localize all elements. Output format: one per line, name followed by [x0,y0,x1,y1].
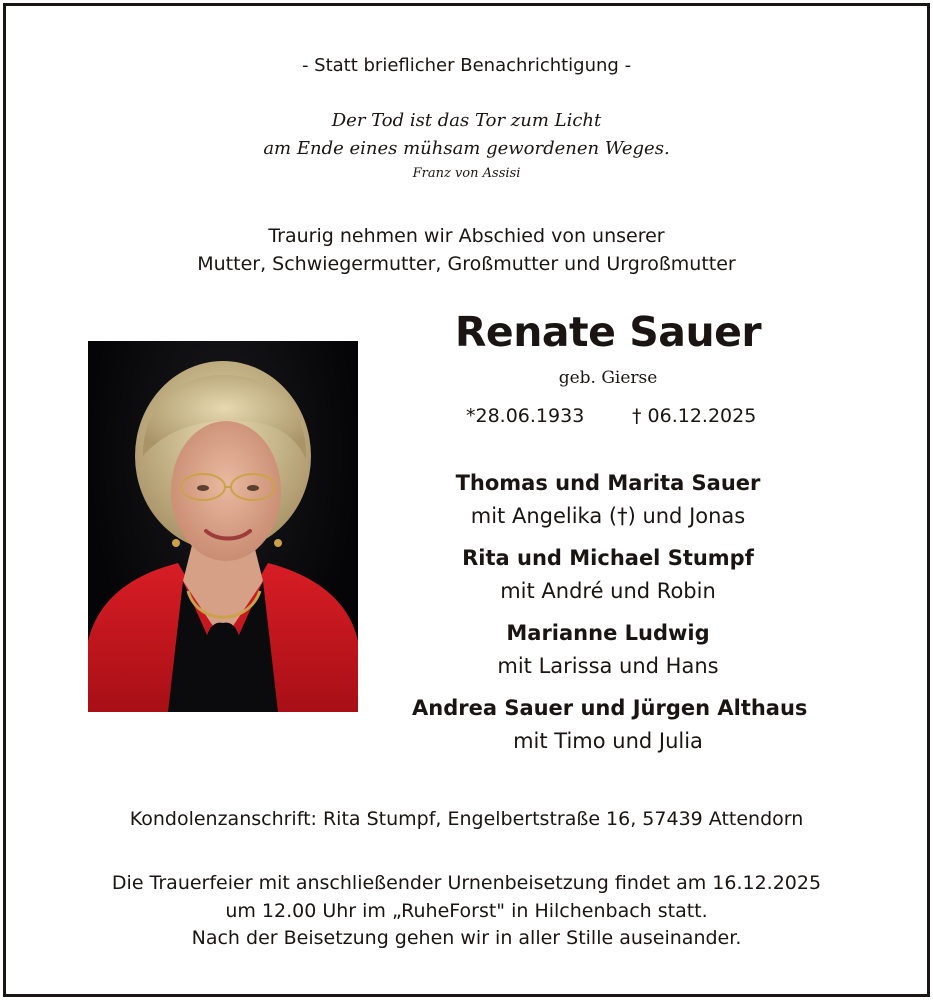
quote-line-1: Der Tod ist das Tor zum Licht [331,110,602,131]
birth-date: *28.06.1933 [466,405,585,427]
family-3-with: mit Larissa und Hans [497,654,719,678]
family-2-with: mit André und Robin [500,579,716,603]
quote-line-2: am Ende eines mühsam gewordenen Weges. [263,138,670,159]
family-4-with: mit Timo und Julia [513,729,703,753]
condolence-address: Kondolenzanschrift: Rita Stumpf, Engelbertstraße 16, 57439 Attendorn [129,808,804,830]
death-date: † 06.12.2025 [632,405,757,427]
family-2-names: Rita und Michael Stumpf [462,546,754,570]
deceased-name: Renate Sauer [454,308,762,356]
intro-text: - Statt brieflicher Benachrichtigung - [301,55,632,76]
announcement-line-2: Mutter, Schwiegermutter, Großmutter und Urgroßmutter [197,253,736,275]
birth-name: geb. Gierse [558,368,658,388]
family-1-names: Thomas und Marita Sauer [455,471,761,495]
family-4-names: Andrea Sauer und Jürgen Althaus [412,696,808,720]
family-1-with: mit Angelika (†) und Jonas [470,504,746,528]
service-line-3: Nach der Beisetzung gehen wir in aller Stille auseinander. [191,927,742,949]
family-3-names: Marianne Ludwig [506,621,710,645]
service-line-1: Die Trauerfeier mit anschließender Urnenbeisetzung findet am 16.12.2025 [111,872,822,894]
portrait-photo [88,341,358,712]
service-line-2: um 12.00 Uhr im „RuheForst" in Hilchenbach statt. [225,900,708,922]
announcement-line-1: Traurig nehmen wir Abschied von unserer [268,225,665,247]
quote-author: Franz von Assisi [412,166,521,181]
